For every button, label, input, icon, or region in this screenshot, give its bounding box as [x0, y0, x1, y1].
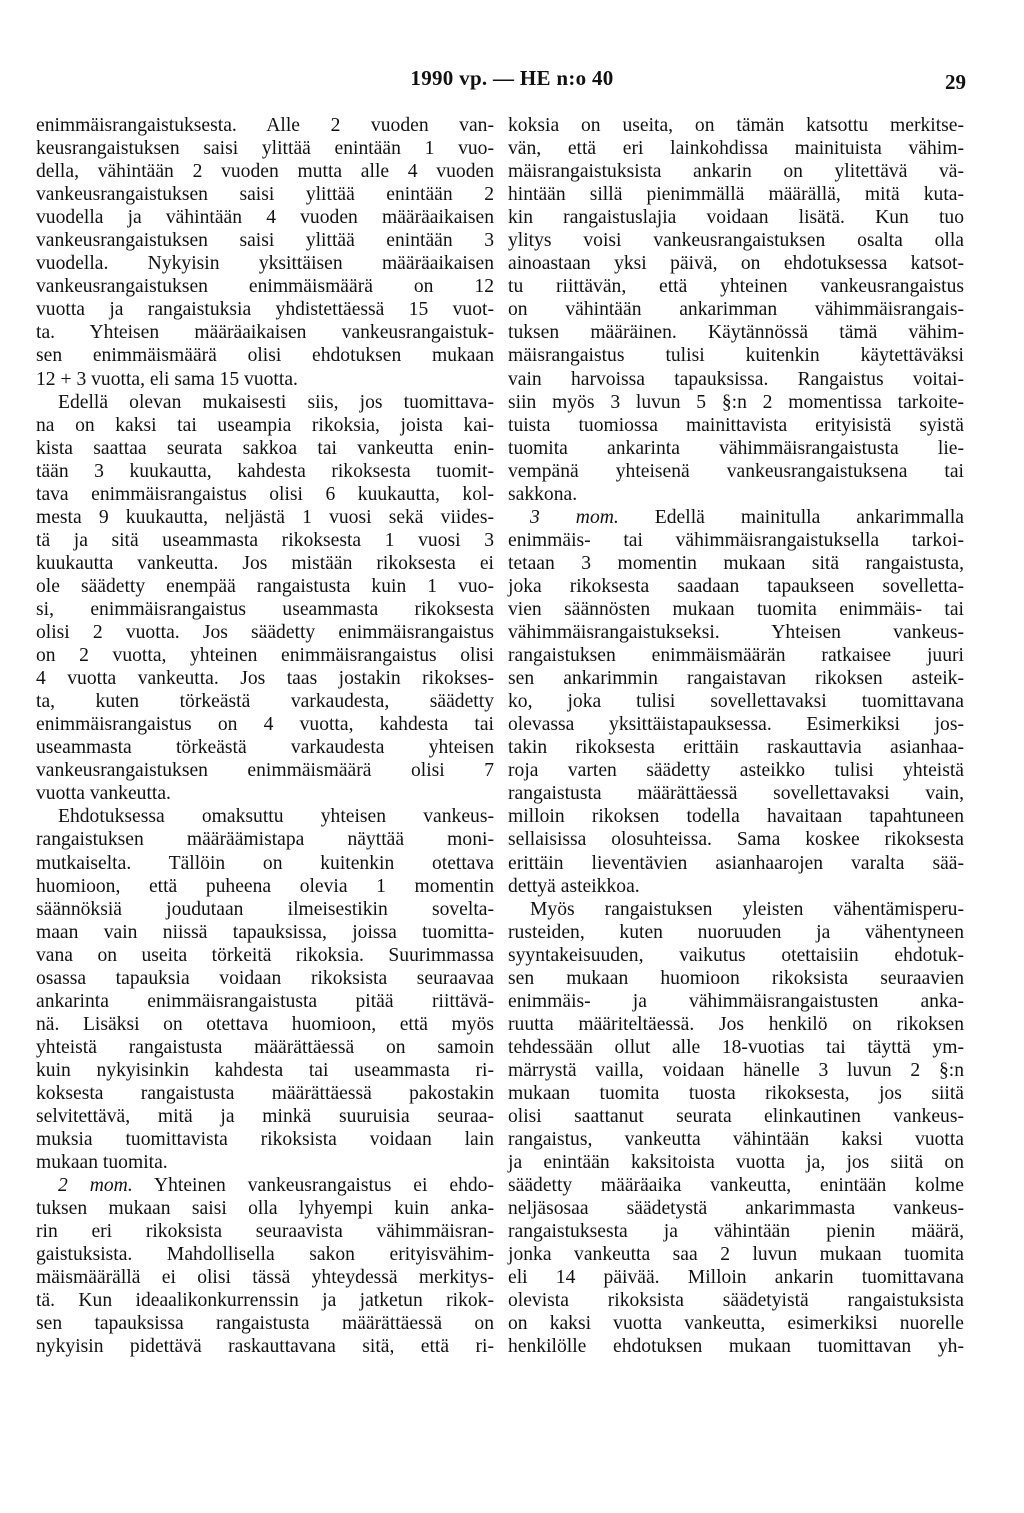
text-line [508, 183, 964, 206]
text-line [36, 1335, 494, 1358]
right-text-column [508, 114, 964, 1359]
text-line [508, 1335, 964, 1358]
line-text: ylitys voisi vankeusrangaistuksen osalta olla [508, 230, 964, 252]
line-text: ja enintään kaksitoista vuotta ja, jos siitä on [508, 1152, 964, 1174]
section-marker: 2 mom. [58, 1175, 133, 1197]
text-line [508, 598, 964, 621]
line-text: on vähintään ankarimman vähimmäisrangais- [508, 299, 964, 321]
line-text: useammasta törkeästä varkaudesta yhteisen [36, 737, 494, 759]
line-text: olevista rikoksista säädetyistä rangaistuksista [508, 1290, 964, 1312]
line-text: huomioon, että puheena olevia 1 momentin [36, 875, 494, 897]
line-text: keusrangaistuksen saisi ylittää enintään 1 vuo- [36, 138, 494, 160]
line-text: olisi 2 vuotta. Jos säädetty enimmäisrangaistus [36, 622, 494, 644]
text-line [36, 898, 494, 921]
line-text: tuista tuomiossa mainittavista erityisistä syistä [508, 414, 964, 436]
text-line [36, 1128, 494, 1151]
text-line [36, 252, 494, 275]
line-text: 4 vuotta vankeutta. Jos taas jostakin rikokses- [36, 668, 494, 690]
line-text: enimmäis- ja vähimmäisrangaistusten anka- [508, 990, 964, 1012]
text-line [508, 1243, 964, 1266]
line-text: gaistuksista. Mahdollisella sakon erityisvähim- [36, 1244, 494, 1266]
text-line [508, 1151, 964, 1174]
text-line [508, 1220, 964, 1243]
text-line [508, 1312, 964, 1335]
line-text: siin myös 3 luvun 5 §:n 2 momentissa tarkoite- [508, 391, 964, 413]
text-line [36, 1105, 494, 1128]
text-line [36, 759, 494, 782]
line-text: ta. Yhteisen määräaikaisen vankeusrangaistuk- [36, 322, 494, 344]
line-text: ruutta määriteltäessä. Jos henkilö on rikoksen [508, 1013, 964, 1035]
text-line [36, 1174, 494, 1197]
text-line [36, 944, 494, 967]
line-text: vuotta ja rangaistuksia yhdistettäessä 15 vuot- [36, 299, 494, 321]
line-text: eli 14 päivää. Milloin ankarin tuomittavana [508, 1267, 964, 1289]
line-text: nykyisin pidettävä raskauttavana sitä, että ri- [36, 1336, 494, 1358]
text-line [508, 344, 964, 367]
text-line [508, 1105, 964, 1128]
line-text: tehdessään ollut alle 18-vuotias tai täyttä ym- [508, 1036, 964, 1058]
text-line [508, 828, 964, 851]
line-text: Edellä olevan mukaisesti siis, jos tuomittava- [58, 391, 494, 413]
line-text: enimmäisrangaistuksesta. Alle 2 vuoden van- [36, 115, 494, 136]
text-line [508, 160, 964, 183]
text-line [36, 1059, 494, 1082]
text-line [36, 1243, 494, 1266]
text-line [508, 1013, 964, 1036]
line-text: rangaistuksen enimmäismäärän ratkaisee juuri [508, 645, 964, 667]
line-text: muksia tuomittavista rikoksista voidaan lain [36, 1129, 494, 1151]
line-text: milloin rikoksen todella havaitaan tapahtuneen [508, 806, 964, 828]
text-line [36, 437, 494, 460]
line-text: vähimmäisrangaistukseksi. Yhteisen vankeus- [508, 622, 964, 644]
line-text: mäisrangaistus tulisi kuitenkin käytettäväksi [508, 345, 964, 367]
line-text: osassa tapauksia voidaan rikoksista seuraavaa [36, 967, 494, 989]
section-marker: 3 mom. [530, 506, 619, 528]
line-text: sen enimmäismäärä olisi ehdotuksen mukaan [36, 345, 494, 367]
line-text: ainoastaan yksi päivä, on ehdotuksessa katsot- [508, 253, 964, 275]
text-line [36, 483, 494, 506]
line-text: vän, että eri lainkohdissa mainituista vähim- [508, 138, 964, 160]
text-line [36, 667, 494, 690]
text-line [36, 990, 494, 1013]
text-line [508, 759, 964, 782]
line-text: kuin nykyisinkin kahdesta tai useammasta ri- [36, 1059, 494, 1081]
line-text: tä. Kun ideaalikonkurrenssin ja jatketun rikok- [36, 1290, 494, 1312]
line-text: sakkona. [508, 483, 578, 505]
line-text: mukaan tuomita tuosta rikoksesta, jos siitä [508, 1082, 964, 1104]
text-line [508, 1174, 964, 1197]
line-text: ankarinta enimmäisrangaistusta pitää riittävä- [36, 990, 494, 1012]
line-text: tuomita ankarinta vähimmäisrangaistusta lie- [508, 437, 964, 459]
line-text: dettyä asteikkoa. [508, 875, 640, 897]
text-line [36, 805, 494, 828]
text-line [508, 990, 964, 1013]
line-text: tetaan 3 momentin mukaan sitä rangaistusta, [508, 552, 964, 574]
line-text: maan vain niissä tapauksissa, joissa tuomitta- [36, 921, 494, 943]
text-line [36, 828, 494, 851]
text-line [508, 437, 964, 460]
text-line [508, 529, 964, 552]
text-line [36, 1197, 494, 1220]
text-line [36, 1220, 494, 1243]
text-line [508, 852, 964, 875]
line-text: ko, joka tulisi sovellettavaksi tuomittavana [508, 691, 964, 713]
line-text: rangaistuksen määräämistapa näyttää moni- [36, 829, 494, 851]
line-text: sen ankarimmin rangaistavan rikoksen asteik- [508, 668, 964, 690]
text-line [508, 1289, 964, 1312]
text-line [36, 875, 494, 898]
line-text: yhteistä rangaistusta määrättäessä on samoin [36, 1036, 494, 1058]
line-text: selvitettävä, mitä ja minkä suuruisia seuraa- [36, 1106, 494, 1128]
text-line [508, 575, 964, 598]
line-text: vankeusrangaistuksen enimmäismäärä olisi 7 [36, 760, 494, 782]
text-line [508, 875, 964, 898]
text-line [36, 1312, 494, 1335]
text-line [36, 529, 494, 552]
text-line [508, 483, 964, 506]
text-line [36, 598, 494, 621]
text-line [36, 206, 494, 229]
text-line [508, 506, 964, 529]
text-line [36, 1151, 494, 1174]
text-line [36, 275, 494, 298]
text-line [36, 1036, 494, 1059]
text-line [36, 414, 494, 437]
line-text: rin eri rikoksista seuraavista vähimmäisran- [36, 1221, 494, 1243]
text-line [36, 137, 494, 160]
line-text: tava enimmäisrangaistus olisi 6 kuukautta, kol- [36, 483, 494, 505]
text-line [508, 713, 964, 736]
text-line [508, 967, 964, 990]
line-text: vankeusrangaistuksen saisi ylittää enintään 2 [36, 184, 494, 206]
line-text: roja varten säädetty asteikko tulisi yhteistä [508, 760, 964, 782]
text-line [36, 1082, 494, 1105]
line-text: märrystä vailla, voidaan hänelle 3 luvun 2 §:n [508, 1059, 964, 1081]
text-line [36, 644, 494, 667]
line-text: ta, kuten törkeästä varkaudesta, säädetty [36, 691, 494, 713]
text-line [36, 298, 494, 321]
line-text: sen tapauksissa rangaistusta määrättäessä on [36, 1313, 494, 1335]
text-line [508, 321, 964, 344]
page-number: 29 [945, 70, 966, 94]
line-text: jonka vankeutta saa 2 luvun mukaan tuomita [508, 1244, 964, 1266]
text-line [508, 944, 964, 967]
text-line [508, 552, 964, 575]
line-text: syyntakeisuuden, vaikutus otettaisiin ehdotuk- [508, 944, 964, 966]
line-text: erittäin lieventävien asianhaarojen varalta sää- [508, 852, 964, 874]
line-text: koksia on useita, on tämän katsottu merkitse- [508, 115, 964, 136]
text-line [508, 298, 964, 321]
line-text: mukaan tuomita. [36, 1152, 168, 1174]
text-line [36, 690, 494, 713]
text-line [36, 736, 494, 759]
text-line [36, 344, 494, 367]
text-line [36, 183, 494, 206]
text-line [508, 1197, 964, 1220]
line-text: vankeusrangaistuksen saisi ylittää enintään 3 [36, 230, 494, 252]
line-text: enimmäis- tai vähimmäisrangaistuksella tarkoi- [508, 529, 964, 551]
text-line [36, 967, 494, 990]
line-text: takin rikoksesta erittäin raskauttavia asianhaa- [508, 737, 964, 759]
text-line [508, 206, 964, 229]
text-line [36, 575, 494, 598]
line-text: Yhteinen vankeusrangaistus ei ehdo- [132, 1175, 494, 1197]
line-text: neljäsosaa säädetystä ankarimmasta vankeus- [508, 1198, 964, 1220]
text-line [508, 644, 964, 667]
line-text: mutkaiselta. Tällöin on kuitenkin otettava [36, 852, 494, 874]
text-line [36, 114, 494, 137]
line-text: tuksen mukaan saisi olla lyhyempi kuin anka- [36, 1198, 494, 1220]
text-line [508, 805, 964, 828]
line-text: Myös rangaistuksen yleisten vähentämisperu- [530, 898, 964, 920]
line-text: joka rikoksesta saadaan tapaukseen sovelletta- [508, 575, 964, 597]
line-text: della, vähintään 2 vuoden mutta alle 4 vuoden [36, 161, 494, 183]
text-line [508, 921, 964, 944]
text-line [508, 1266, 964, 1289]
text-line [508, 460, 964, 483]
text-line [36, 1266, 494, 1289]
text-line [508, 1036, 964, 1059]
text-line [508, 736, 964, 759]
text-line [36, 506, 494, 529]
line-text: rangaistus, vankeutta vähintään kaksi vuotta [508, 1129, 964, 1151]
line-text: mäisrangaistuksista ankarin on ylitettävä vä- [508, 161, 964, 183]
text-line [36, 1013, 494, 1036]
text-line [36, 1289, 494, 1312]
left-text-column [36, 114, 494, 1359]
line-text: vuodella. Nykyisin yksittäisen määräaikaisen [36, 253, 494, 275]
line-text: Ehdotuksessa omaksuttu yhteisen vankeus- [58, 806, 494, 828]
line-text: olevassa yksittäistapauksessa. Esimerkiksi jos- [508, 714, 964, 736]
text-line [36, 368, 494, 391]
line-text: Edellä mainitulla ankarimmalla [618, 506, 964, 528]
line-text: na on kaksi tai useampia rikoksia, joista kai- [36, 414, 494, 436]
line-text: sen mukaan huomioon rikoksista seuraavien [508, 967, 964, 989]
text-line [36, 782, 494, 805]
running-title: 1990 vp. — HE n:o 40 [410, 66, 614, 90]
line-text: rangaistuksesta ja vähintään pienin määrä, [508, 1221, 964, 1243]
line-text: koksesta rangaistusta määrättäessä pakostakin [36, 1082, 494, 1104]
text-line [508, 1082, 964, 1105]
text-line [36, 713, 494, 736]
text-line [36, 552, 494, 575]
line-text: rangaistusta määrättäessä sovellettavaksi vain, [508, 783, 964, 805]
text-line [36, 621, 494, 644]
line-text: si, enimmäisrangaistus useammasta rikoksesta [36, 598, 494, 620]
line-text: tu riittävän, että yhteinen vankeusrangaistus [508, 276, 964, 298]
text-line [36, 852, 494, 875]
text-line [508, 1128, 964, 1151]
line-text: on kaksi vuotta vankeutta, esimerkiksi nuorelle [508, 1313, 964, 1335]
line-text: hintään sillä pienimmällä määrällä, mitä kuta- [508, 184, 964, 206]
text-line [508, 621, 964, 644]
line-text: tuksen määräinen. Käytännössä tämä vähim- [508, 322, 964, 344]
text-line [508, 275, 964, 298]
line-text: rusteiden, kuten nuoruuden ja vähentyneen [508, 921, 964, 943]
text-line [508, 391, 964, 414]
line-text: mäismäärällä ei olisi tässä yhteydessä merkitys- [36, 1267, 494, 1289]
line-text: olisi saattanut seurata elinkautinen vankeus- [508, 1106, 964, 1128]
text-line [508, 368, 964, 391]
line-text: vempänä yhteisenä vankeusrangaistuksena tai [508, 460, 964, 482]
line-text: kuukautta vankeutta. Jos mistään rikoksesta ei [36, 552, 494, 574]
line-text: kin rangaistuslajia voidaan lisätä. Kun tuo [508, 207, 964, 229]
text-line [36, 160, 494, 183]
text-line [508, 690, 964, 713]
line-text: vana on useita törkeitä rikoksia. Suurimmassa [36, 944, 494, 966]
text-line [508, 252, 964, 275]
line-text: säännöksiä joudutaan ilmeisestikin sovelta- [36, 898, 494, 920]
line-text: mesta 9 kuukautta, neljästä 1 vuosi sekä viides- [36, 506, 494, 528]
text-line [508, 229, 964, 252]
text-line [36, 391, 494, 414]
line-text: tään 3 kuukautta, kahdesta rikoksesta tuomit- [36, 460, 494, 482]
line-text: vuotta vankeutta. [36, 783, 171, 805]
line-text: henkilölle ehdotuksen mukaan tuomittavan yh- [508, 1336, 964, 1358]
line-text: on 2 vuotta, yhteinen enimmäisrangaistus olisi [36, 645, 494, 667]
line-text: vuodella ja vähintään 4 vuoden määräaikaisen [36, 207, 494, 229]
line-text: vien säännösten mukaan tuomita enimmäis- tai [508, 598, 964, 620]
line-text: säädetty määräaika vankeutta, enintään kolme [508, 1175, 964, 1197]
line-text: vankeusrangaistuksen enimmäismäärä on 12 [36, 276, 494, 298]
text-line [508, 137, 964, 160]
line-text: 12 + 3 vuotta, eli sama 15 vuotta. [36, 368, 298, 390]
line-text: nä. Lisäksi on otettava huomioon, että myös [36, 1013, 494, 1035]
text-line [36, 460, 494, 483]
text-line [508, 1059, 964, 1082]
line-text: kista saattaa seurata sakkoa tai vankeutta enin- [36, 437, 494, 459]
text-line [508, 414, 964, 437]
text-line [36, 321, 494, 344]
line-text: sellaisissa olosuhteissa. Sama koskee rikoksesta [508, 829, 964, 851]
text-line [508, 782, 964, 805]
text-line [508, 898, 964, 921]
text-line [36, 229, 494, 252]
line-text: tä ja sitä useammasta rikoksesta 1 vuosi 3 [36, 529, 494, 551]
line-text: ole säädetty enempää rangaistusta kuin 1 vuo- [36, 575, 494, 597]
line-text: enimmäisrangaistus on 4 vuotta, kahdesta tai [36, 714, 494, 736]
text-line [508, 667, 964, 690]
text-line [508, 114, 964, 137]
line-text: vain harvoissa tapauksissa. Rangaistus voitai- [508, 368, 964, 390]
text-line [36, 921, 494, 944]
